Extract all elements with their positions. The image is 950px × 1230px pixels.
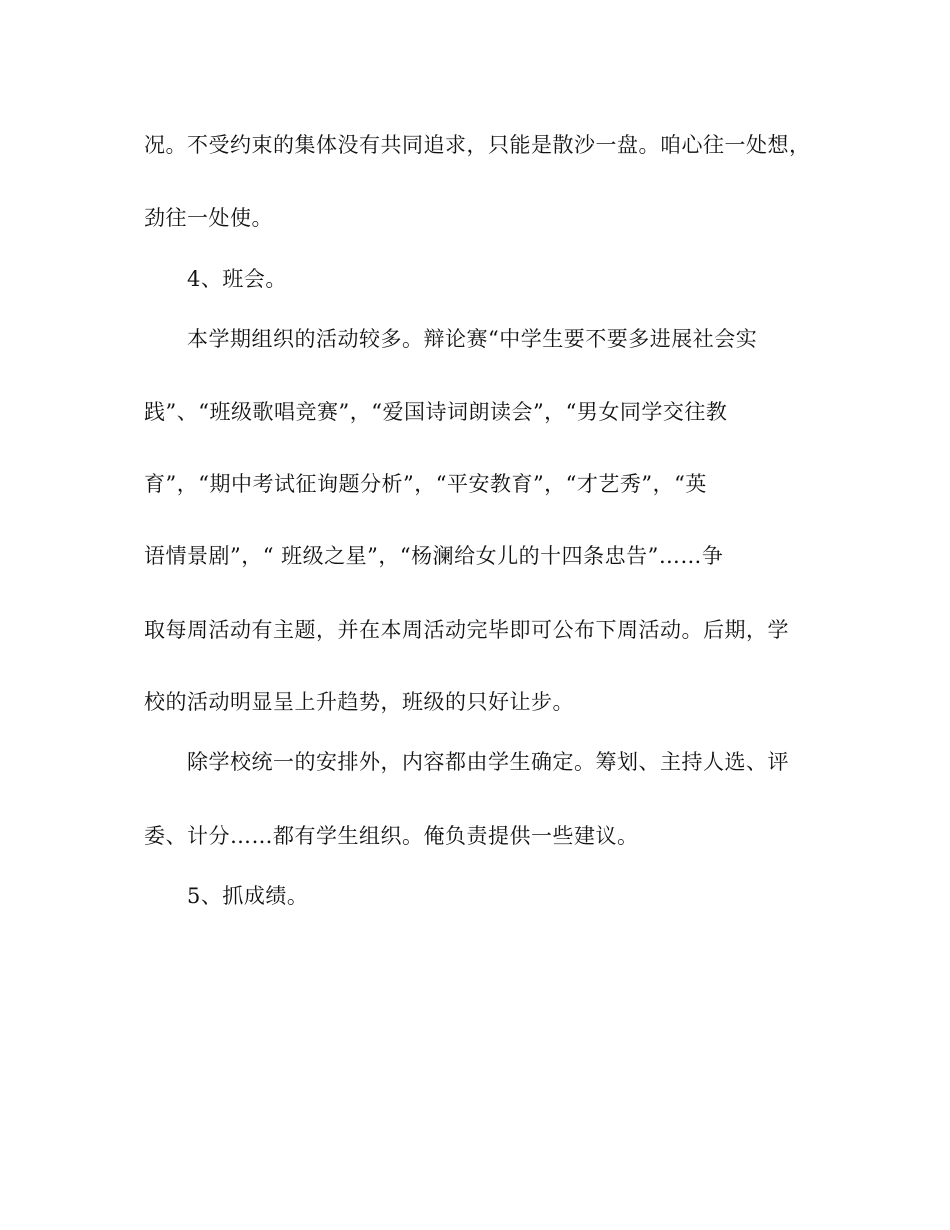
section-heading: 5、抓成绩。	[187, 884, 309, 908]
text-line: 况。不受约束的集体没有共同追求，只能是散沙一盘。咱心往一处想，	[144, 133, 811, 157]
text-line: 践”、“班级歌唱竞赛”，“爱国诗词朗读会”，“男女同学交往教	[144, 400, 728, 424]
text-line: 育”，“期中考试征询题分析”，“平安教育”，“才艺秀”，“英	[144, 472, 707, 496]
text-line: 取每周活动有主题，并在本周活动完毕即可公布下周活动。后期，学	[144, 618, 789, 642]
paragraph-line: 本学期组织的活动较多。辩论赛“中学生要不要多进展社会实	[187, 327, 758, 351]
paragraph-line: 除学校统一的安排外，内容都由学生确定。筹划、主持人选、评	[187, 750, 789, 774]
section-heading: 4、班会。	[187, 267, 287, 291]
text-line: 校的活动明显呈上升趋势，班级的只好让步。	[144, 690, 574, 714]
text-line: 委、计分……都有学生组织。俺负责提供一些建议。	[144, 824, 639, 848]
text-line: 语情景剧”，“ 班级之星”，“杨澜给女儿的十四条忠告”……争	[144, 544, 724, 568]
text-line: 劲往一处使。	[144, 206, 273, 230]
